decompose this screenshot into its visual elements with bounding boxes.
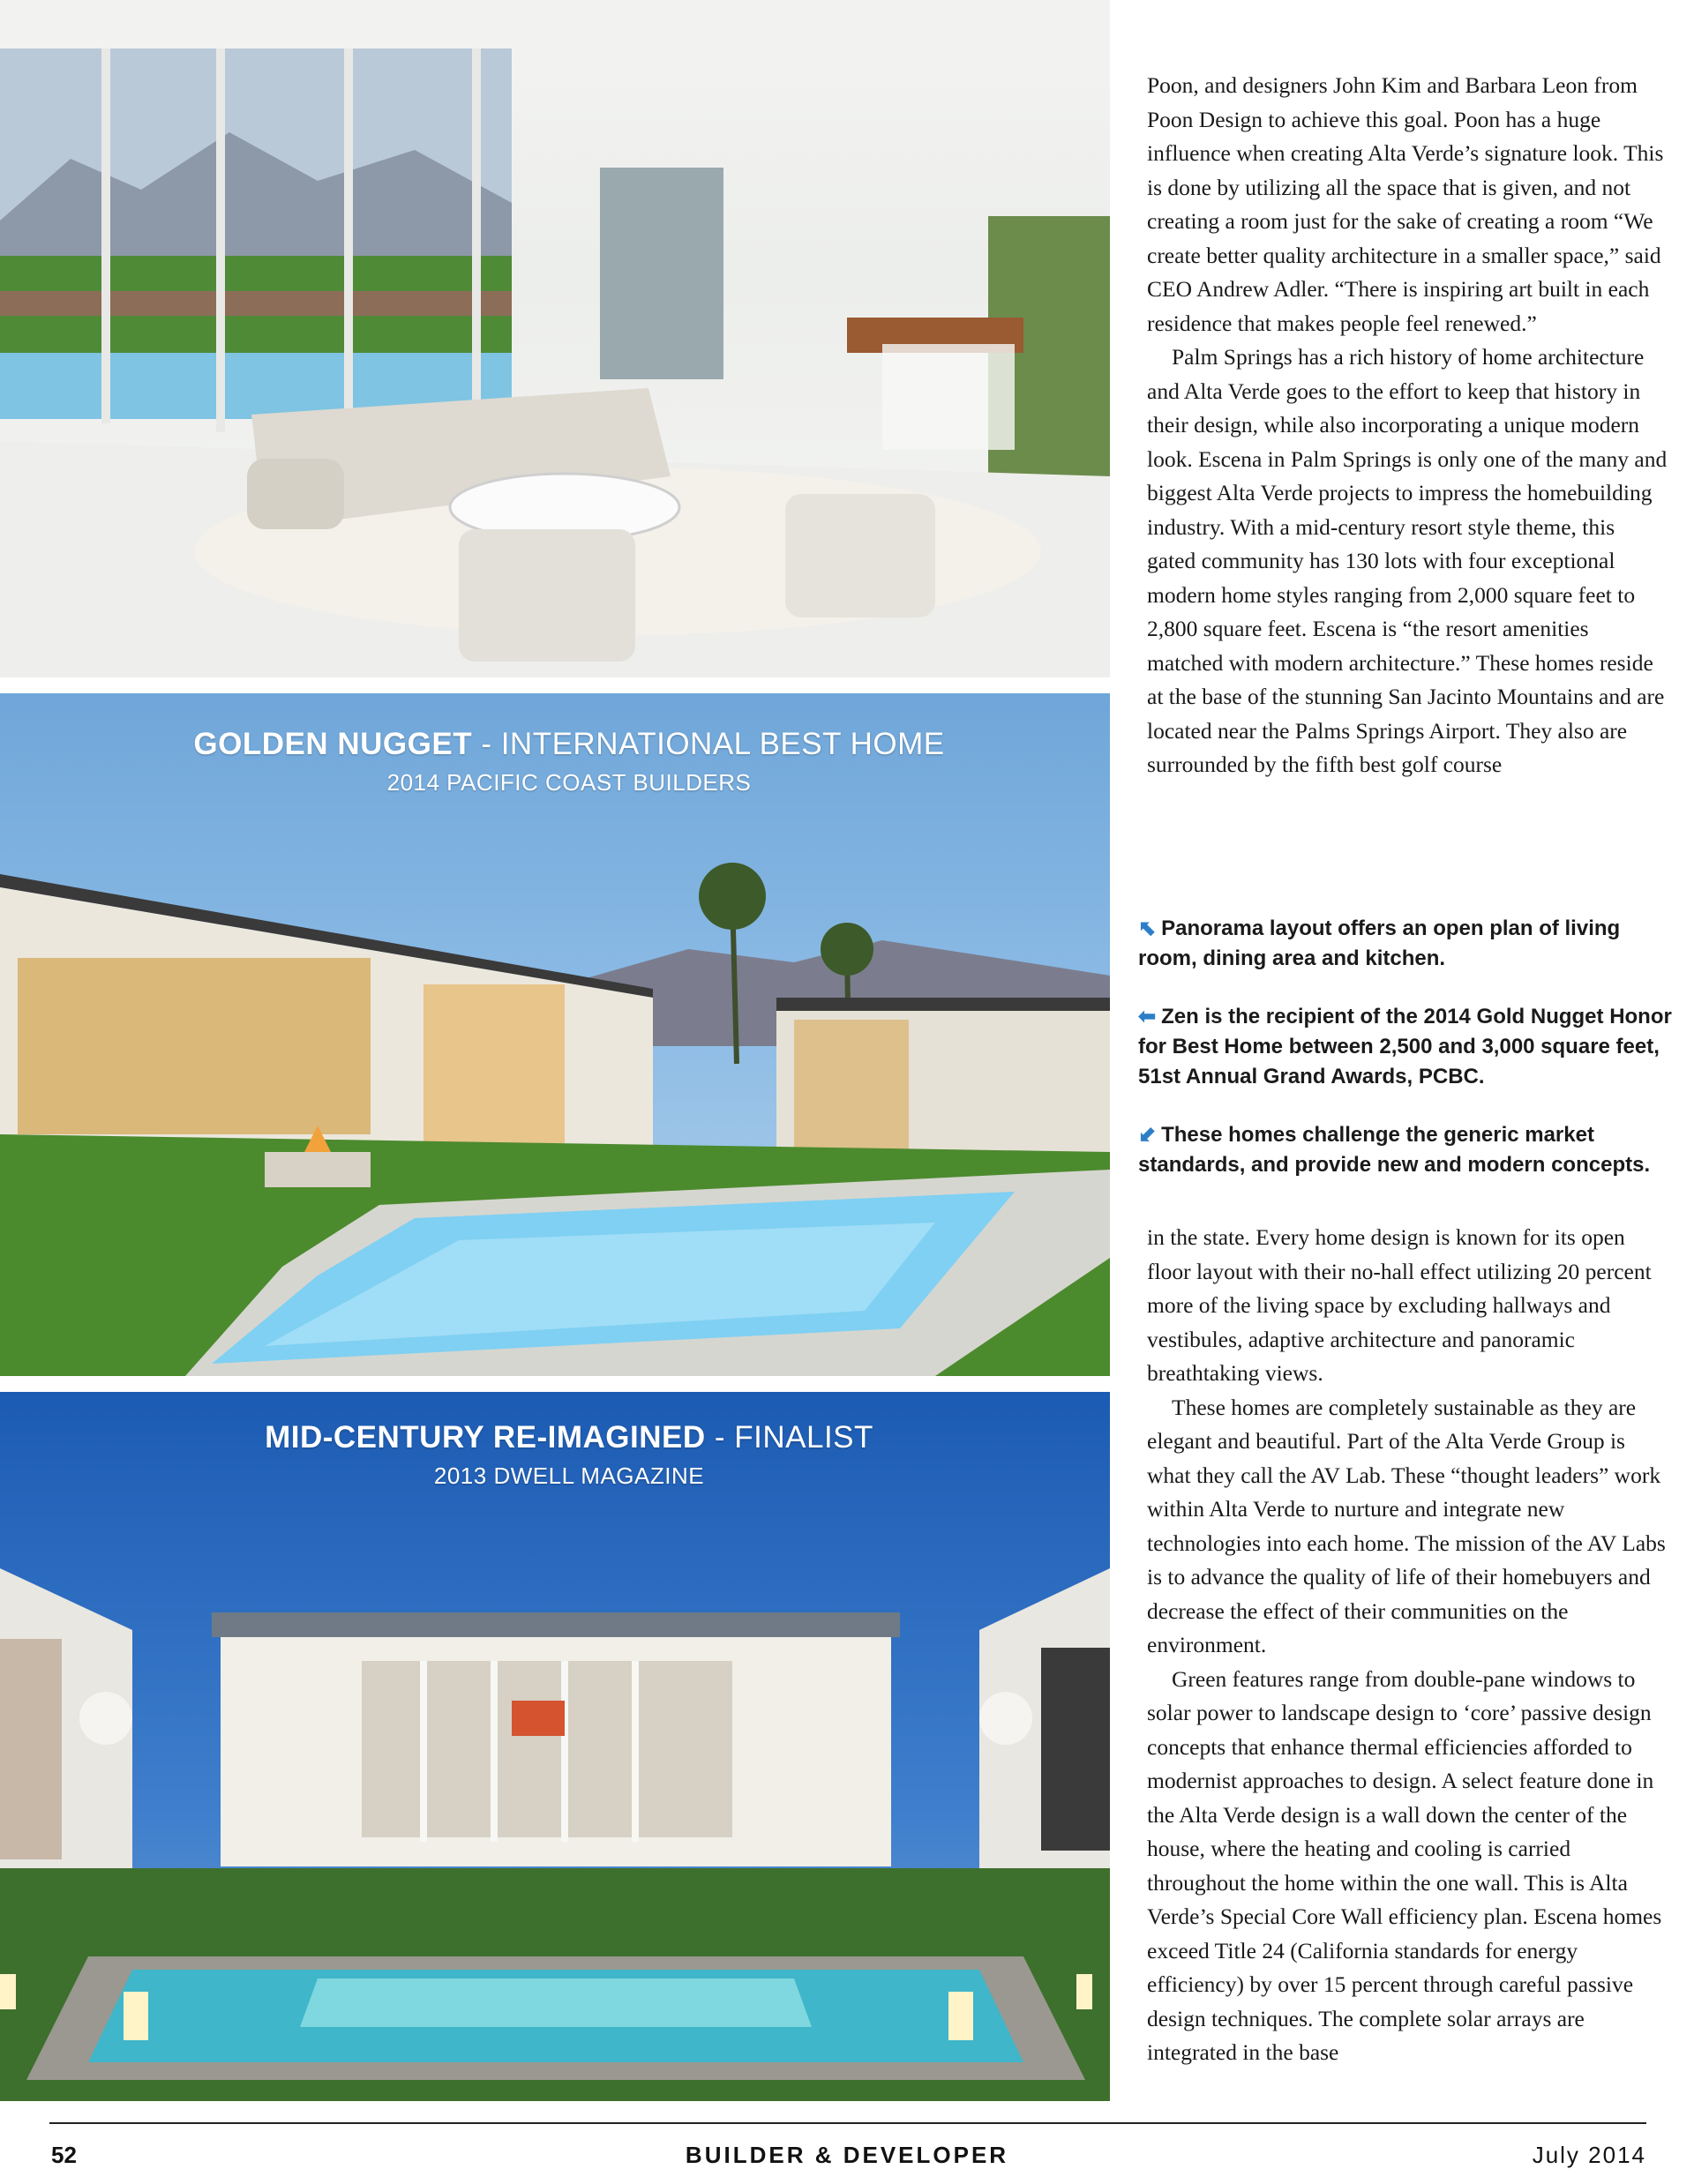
arrow-up-left-icon: ⬉ — [1138, 916, 1157, 940]
mid-century-home-photo — [0, 1392, 1110, 2101]
photo-caption-text: Panorama layout offers an open plan of living room, dining area and kitchen. — [1138, 916, 1621, 970]
award-separator-2: - — [705, 1420, 735, 1455]
issue-date: July 2014 — [1532, 2142, 1646, 2168]
arrow-down-left-icon: ⬋ — [1138, 1123, 1157, 1147]
article-paragraph: Poon, and designers John Kim and Barbara Leon from Poon Design to achieve this goal. Poon has a huge influence when creating Alta Verde’s signature look. This is done by utilizing all the space that is given, and not creating a room just for the sake of creating a room “We create better quality architecture in a smaller space,” said CEO Andrew Adler. “There is inspiring art built in each residence that makes people feel renewed.” — [1147, 72, 1664, 336]
award-caption-2 — [0, 1420, 1110, 1490]
award-category-1: INTERNATIONAL BEST HOME — [500, 727, 945, 761]
award-category-2: FINALIST — [734, 1420, 873, 1455]
living-room-illustration — [0, 0, 1110, 677]
photo-separator — [0, 1376, 1110, 1392]
award-source-1: 2014 PACIFIC COAST BUILDERS — [386, 769, 752, 796]
magazine-name: BUILDER & DEVELOPER — [685, 2142, 1009, 2168]
article-body-top — [1147, 69, 1668, 782]
photo-caption-mid-century — [1138, 1120, 1676, 1180]
award-name-1: GOLDEN NUGGET — [193, 727, 473, 761]
award-title-1 — [0, 727, 1110, 762]
award-name-2: MID-CENTURY RE-IMAGINED — [265, 1420, 706, 1455]
footer-divider — [49, 2122, 1646, 2124]
award-title-2 — [0, 1420, 1110, 1455]
page-number: 52 — [51, 2142, 77, 2168]
photo-caption-text: Zen is the recipient of the 2014 Gold Nugget Honor for Best Home between 2,500 and 3,000 square feet, 51st Annual Grand Awards, PCBC. — [1138, 1005, 1672, 1088]
arrow-left-icon: ⬅ — [1138, 1005, 1157, 1028]
article-paragraph: in the state. Every home design is known for its open floor layout with their no-hall effect utilizing 20 percent more of the living space by excluding hallways and vestibules, adaptive architecture and panoramic breathtaking views. — [1147, 1224, 1652, 1386]
photo-caption-living-room — [1138, 914, 1676, 974]
photo-separator — [0, 677, 1110, 693]
photo-captions — [1138, 914, 1676, 1208]
article-paragraph: These homes are completely sustainable as they are elegant and beautiful. Part of the Alta Verde Group is what they call the AV Lab. These “thought leaders” work within Alta Verde to nurture and integrate new technologies into each home. The mission of the AV Labs is to advance the quality of life of their homebuyers and decrease the effect of their communities on the environment. — [1147, 1394, 1666, 1657]
living-room-photo — [0, 0, 1110, 677]
article-body-bottom — [1147, 1221, 1668, 2070]
photo-caption-zen — [1138, 1002, 1676, 1092]
article-paragraph: Palm Springs has a rich history of home architecture and Alta Verde goes to the effort to keep that history in their design, while also incorporating a unique modern look. Escena in Palm Springs is only one of the many and biggest Alta Verde projects to impress the homebuilding industry. With a mid-century resort style theme, this gated community has 130 lots with four exceptional modern home styles ranging from 2,000 square feet to 2,800 square feet. Escena is “the resort amenities matched with modern architecture.” These homes reside at the base of the stunning San Jacinto Mountains and are located near the Palms Springs Airport. They also are surrounded by the fifth best golf course — [1147, 344, 1668, 777]
award-caption-1 — [0, 727, 1110, 797]
award-source-2: 2013 DWELL MAGAZINE — [433, 1462, 705, 1489]
article-paragraph: Green features range from double-pane windows to solar power to landscape design to ‘core’ passive design concepts that enhance thermal efficiencies afforded to modernist approaches to design. A select feature done in the Alta Verde design is a wall down the center of the house, where the heating and cooling is carried throughout the home within the one wall. This is Alta Verde’s Special Core Wall efficiency plan. Escena homes exceed Title 24 (California standards for energy efficiency) by over 15 percent through careful passive design techniques. The complete solar arrays are integrated in the base — [1147, 1665, 1662, 2065]
award-separator-1: - — [472, 727, 501, 761]
mid-century-illustration — [0, 1392, 1110, 2101]
zen-home-photo — [0, 693, 1110, 1376]
photo-caption-text: These homes challenge the generic market standards, and provide new and modern concepts. — [1138, 1123, 1651, 1177]
